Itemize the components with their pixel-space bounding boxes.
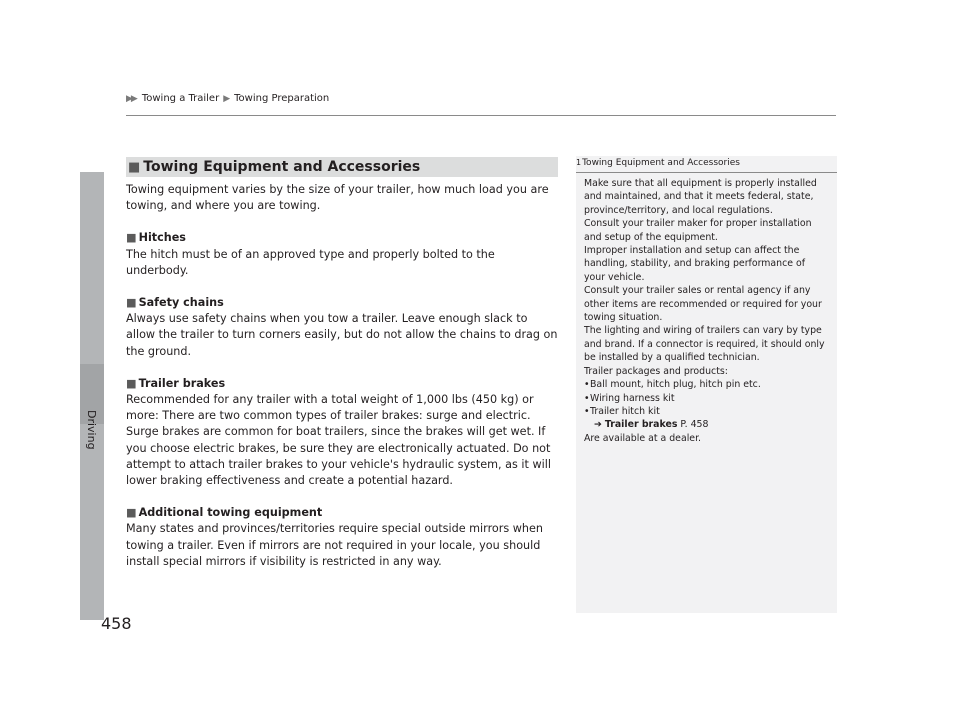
breadcrumb-item-towing-preparation[interactable]: Towing Preparation xyxy=(234,93,330,104)
sidebar-title: 1Towing Equipment and Accessories xyxy=(576,156,837,173)
reference-number: 1 xyxy=(576,158,582,167)
paragraph-safety-chains: Always use safety chains when you tow a trailer. Leave enough slack to allow the trailer to turn corners easily, but do not allow the chains to drag on the ground. xyxy=(126,312,558,358)
intro-paragraph: Towing equipment varies by the size of your trailer, how much load you are towing, and where you are towing. xyxy=(126,183,549,213)
sidebar-paragraph: Consult your trailer maker for proper installation and setup of the equipment. xyxy=(584,218,812,243)
main-content xyxy=(126,182,558,586)
paragraph-additional-equipment: Many states and provinces/territories require special outside mirrors when towing a trailer. Even if mirrors are not required in your locale, you should install special mirrors if visibility is restricted in any way. xyxy=(126,522,543,568)
header-divider xyxy=(126,115,836,116)
side-tab-label: Driving xyxy=(85,410,98,450)
bullet-icon: • xyxy=(584,405,590,417)
sidebar-body xyxy=(576,173,837,445)
page-number: 458 xyxy=(101,614,132,633)
list-item: •Trailer hitch kit xyxy=(584,405,660,417)
subheading-additional-equipment: ■ Additional towing equipment xyxy=(126,506,323,520)
paragraph-hitches: The hitch must be of an approved type and properly bolted to the underbody. xyxy=(126,247,495,277)
bullet-icon: • xyxy=(584,392,590,404)
cross-reference-arrow-icon: ➔ xyxy=(594,419,602,431)
packages-label: Trailer packages and products: xyxy=(584,365,728,377)
square-bullet-icon: ■ xyxy=(126,506,137,520)
list-item: •Wiring harness kit xyxy=(584,392,675,404)
square-bullet-icon: ■ xyxy=(126,296,137,310)
square-bullet-icon: ■ xyxy=(128,160,141,175)
list-item: •Ball mount, hitch plug, hitch pin etc. xyxy=(584,379,761,391)
closing-text: Are available at a dealer. xyxy=(584,432,702,444)
subheading-hitches: ■ Hitches xyxy=(126,231,186,245)
breadcrumb-arrow-icon: ▶▶ xyxy=(126,93,136,104)
breadcrumb-item-towing-a-trailer[interactable]: Towing a Trailer xyxy=(141,93,220,104)
cross-reference-link[interactable]: ➔ Trailer brakes P. 458 xyxy=(594,419,709,431)
subheading-trailer-brakes: ■ Trailer brakes xyxy=(126,376,226,390)
sidebar-paragraph: Consult your trailer sales or rental agency if any other items are recommended or required for your towing situation. xyxy=(584,285,822,324)
square-bullet-icon: ■ xyxy=(126,376,137,390)
bullet-icon: • xyxy=(584,379,590,391)
square-bullet-icon: ■ xyxy=(126,231,137,245)
sidebar-note xyxy=(576,156,837,613)
section-title: ■ Towing Equipment and Accessories xyxy=(128,159,421,175)
breadcrumb-arrow-icon: ▶ xyxy=(223,93,229,104)
breadcrumb xyxy=(126,93,329,104)
subheading-safety-chains: ■ Safety chains xyxy=(126,296,224,310)
sidebar-paragraph: Improper installation and setup can affect the handling, stability, and braking performance of your vehicle. xyxy=(584,245,806,283)
sidebar-paragraph: The lighting and wiring of trailers can vary by type and brand. If a connector is required, it should only be installed by a qualified technician. xyxy=(584,325,825,364)
section-heading-bar xyxy=(126,157,558,177)
sidebar-paragraph: Make sure that all equipment is properly installed and maintained, and that it meets federal, state, province/territory, and local regulations. xyxy=(584,178,817,216)
paragraph-trailer-brakes: Recommended for any trailer with a total weight of 1,000 lbs (450 kg) or more: There are two common types of trailer brakes: surge and electric. Surge brakes are common for boat trailers, since the brakes will get wet. If you choose electric brakes, be sure they are electronically actuated. Do not attempt to attach trailer brakes to your vehicle's hydraulic system, as it will lower braking effectiveness and create a potential hazard. xyxy=(126,393,551,488)
